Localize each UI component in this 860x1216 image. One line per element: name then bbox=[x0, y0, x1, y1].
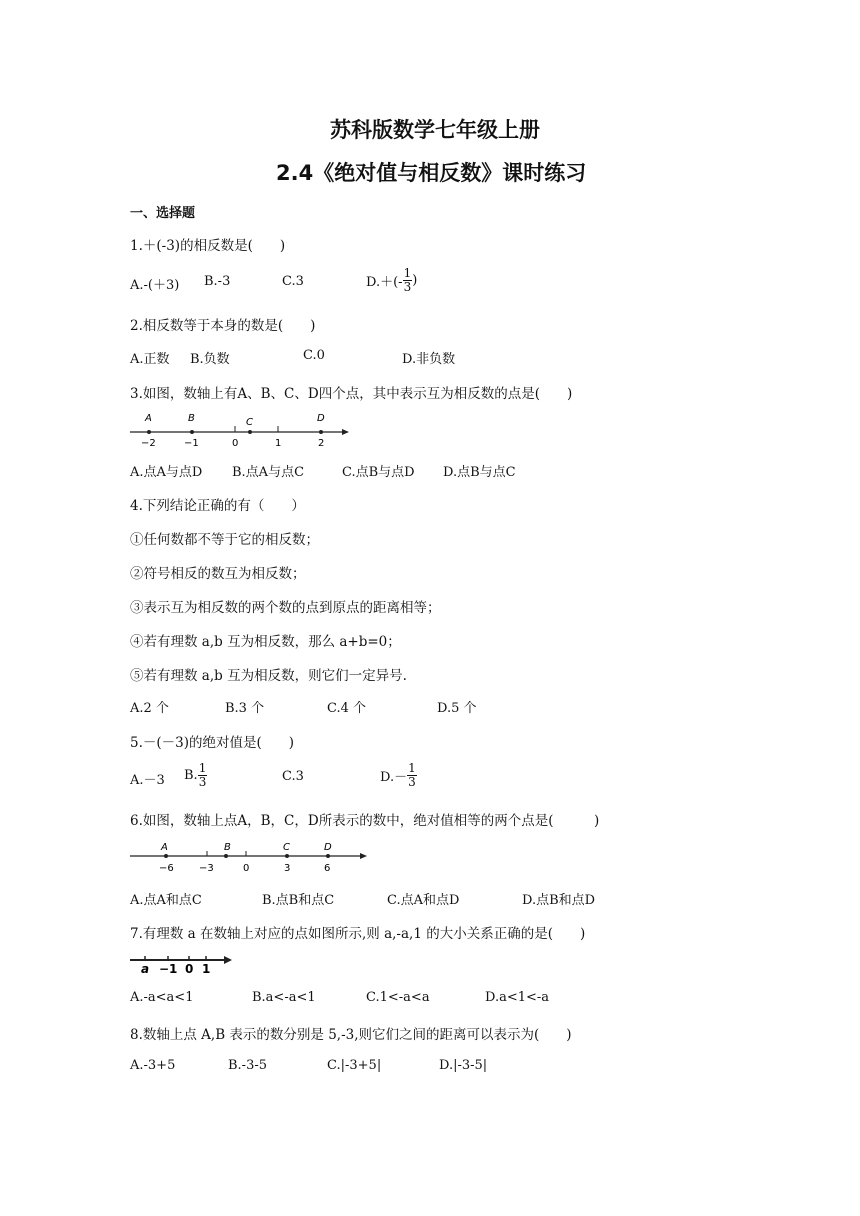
axis-arrow-icon bbox=[360, 853, 367, 859]
point-label-a: A bbox=[161, 842, 168, 853]
question-2-stem: 2.相反数等于本身的数是( ) bbox=[130, 318, 316, 334]
point-dot bbox=[319, 430, 323, 434]
q4-option-d: D.5 个 bbox=[437, 701, 477, 716]
fraction-denominator: 3 bbox=[403, 280, 412, 294]
q7-number-line bbox=[128, 950, 238, 976]
point-dot bbox=[285, 854, 289, 858]
q6-option-a: A.点A和点C bbox=[130, 893, 202, 908]
q3-number-line bbox=[128, 410, 353, 450]
axis-arrow-icon bbox=[224, 956, 232, 964]
point-label-c: C bbox=[283, 842, 290, 853]
axis-arrow-icon bbox=[342, 429, 349, 435]
q4-statement-4: ④若有理数 a,b 互为相反数，那么 a+b=0； bbox=[130, 634, 401, 650]
q1-option-c: C.3 bbox=[282, 274, 304, 289]
point-label-d: D bbox=[324, 842, 332, 853]
q5-option-b bbox=[184, 762, 207, 789]
point-dot bbox=[190, 430, 194, 434]
q1-option-d-prefix: D.＋(- bbox=[366, 275, 403, 290]
fraction-numerator: 1 bbox=[403, 266, 412, 280]
q4-option-b: B.3 个 bbox=[225, 701, 265, 716]
q5-option-a: A.－3 bbox=[130, 773, 165, 788]
tick-label: 3 bbox=[284, 863, 291, 874]
point-label-d: D bbox=[317, 413, 325, 424]
q2-option-b: B.负数 bbox=[190, 352, 230, 367]
q7-option-c: C.1<-a<a bbox=[366, 990, 430, 1005]
question-4-stem: 4.下列结论正确的有（ ） bbox=[130, 498, 305, 514]
tick-label: 1 bbox=[275, 438, 282, 449]
q5-option-d-prefix: D.－ bbox=[380, 770, 408, 785]
tick-label: 0 bbox=[243, 863, 250, 874]
tick-label: −6 bbox=[159, 863, 174, 874]
fraction-denominator: 3 bbox=[408, 775, 416, 789]
q5-option-c: C.3 bbox=[282, 769, 304, 784]
q6-option-b: B.点B和点C bbox=[262, 893, 335, 908]
q8-option-b: B.-3-5 bbox=[228, 1058, 268, 1073]
q2-option-c: C.0 bbox=[303, 348, 325, 363]
q2-option-d: D.非负数 bbox=[402, 352, 456, 367]
q4-statement-1: ①任何数都不等于它的相反数； bbox=[130, 532, 319, 548]
document-title: 苏科版数学七年级上册 bbox=[330, 118, 540, 142]
q1-option-d-close: ) bbox=[412, 273, 418, 288]
point-dot bbox=[147, 430, 151, 434]
q7-option-b: B.a<-a<1 bbox=[252, 990, 316, 1005]
point-label-b: B bbox=[188, 413, 195, 424]
tick-label: −3 bbox=[199, 863, 214, 874]
question-5-stem: 5.－(－3)的绝对值是( ) bbox=[130, 735, 295, 751]
point-label-a: A bbox=[145, 413, 152, 424]
point-dot bbox=[248, 430, 252, 434]
q4-option-c: C.4 个 bbox=[327, 701, 367, 716]
q1-option-b: B.-3 bbox=[204, 274, 231, 289]
tick-label: 0 bbox=[185, 962, 194, 976]
q8-option-c: C.|-3+5| bbox=[327, 1058, 382, 1073]
section-heading: 一、选择题 bbox=[130, 206, 196, 221]
q4-statement-3: ③表示互为相反数的两个数的点到原点的距离相等； bbox=[130, 600, 441, 616]
question-1-stem: 1.＋(-3)的相反数是( ) bbox=[130, 238, 286, 254]
q1-option-a: A.-(＋3) bbox=[130, 278, 180, 293]
q7-option-a: A.-a<a<1 bbox=[130, 990, 194, 1005]
fraction-denominator: 3 bbox=[198, 775, 207, 789]
q4-statement-2: ②符号相反的数互为相反数； bbox=[130, 566, 306, 582]
point-dot bbox=[326, 854, 330, 858]
fraction-numerator: 1 bbox=[198, 761, 207, 775]
question-8-stem: 8.数轴上点 A,B 表示的数分别是 5,-3,则它们之间的距离可以表示为( ) bbox=[130, 1027, 572, 1043]
tick-label: 1 bbox=[202, 962, 211, 976]
tick-label: −2 bbox=[141, 438, 156, 449]
question-6-stem: 6.如图，数轴上点A，B，C，D所表示的数中，绝对值相等的两个点是( ) bbox=[130, 813, 600, 829]
q8-option-a: A.-3+5 bbox=[130, 1058, 176, 1073]
tick-label: 6 bbox=[324, 863, 331, 874]
question-7-stem: 7.有理数 a 在数轴上对应的点如图所示,则 a,-a,1 的大小关系正确的是( ) bbox=[130, 926, 586, 942]
document-subtitle: 2.4《绝对值与相反数》课时练习 bbox=[276, 161, 587, 185]
q4-statement-5: ⑤若有理数 a,b 互为相反数，则它们一定异号. bbox=[130, 668, 407, 684]
q1-option-d-fraction bbox=[403, 267, 413, 294]
q8-option-d: D.|-3-5| bbox=[439, 1058, 488, 1073]
q7-option-d: D.a<1<-a bbox=[485, 990, 550, 1005]
point-dot bbox=[164, 854, 168, 858]
point-dot bbox=[224, 854, 228, 858]
q2-option-a: A.正数 bbox=[130, 352, 170, 367]
q1-option-d bbox=[366, 267, 417, 294]
q5-option-d bbox=[380, 762, 417, 789]
q5-option-b-prefix: B. bbox=[184, 768, 198, 783]
tick-label: 2 bbox=[318, 438, 325, 449]
q5-option-d-fraction bbox=[407, 762, 417, 789]
q6-number-line bbox=[128, 838, 373, 876]
tick-label: −1 bbox=[159, 962, 178, 976]
q6-option-d: D.点B和点D bbox=[522, 893, 596, 908]
point-label-c: C bbox=[246, 417, 253, 428]
point-label-b: B bbox=[224, 842, 231, 853]
tick-label: −1 bbox=[184, 438, 199, 449]
point-label-a: a bbox=[141, 962, 150, 976]
q6-option-c: C.点A和点D bbox=[387, 893, 460, 908]
q3-option-a: A.点A与点D bbox=[130, 465, 203, 480]
q4-option-a: A.2 个 bbox=[130, 701, 169, 716]
q3-option-c: C.点B与点D bbox=[342, 465, 415, 480]
fraction-numerator: 1 bbox=[408, 761, 416, 775]
q3-option-b: B.点A与点C bbox=[232, 465, 305, 480]
question-3-stem: 3.如图，数轴上有A、B、C、D四个点，其中表示互为相反数的点是( ) bbox=[130, 386, 573, 402]
tick-label: 0 bbox=[232, 438, 239, 449]
q5-option-b-fraction bbox=[198, 762, 208, 789]
q3-option-d: D.点B与点C bbox=[443, 465, 516, 480]
